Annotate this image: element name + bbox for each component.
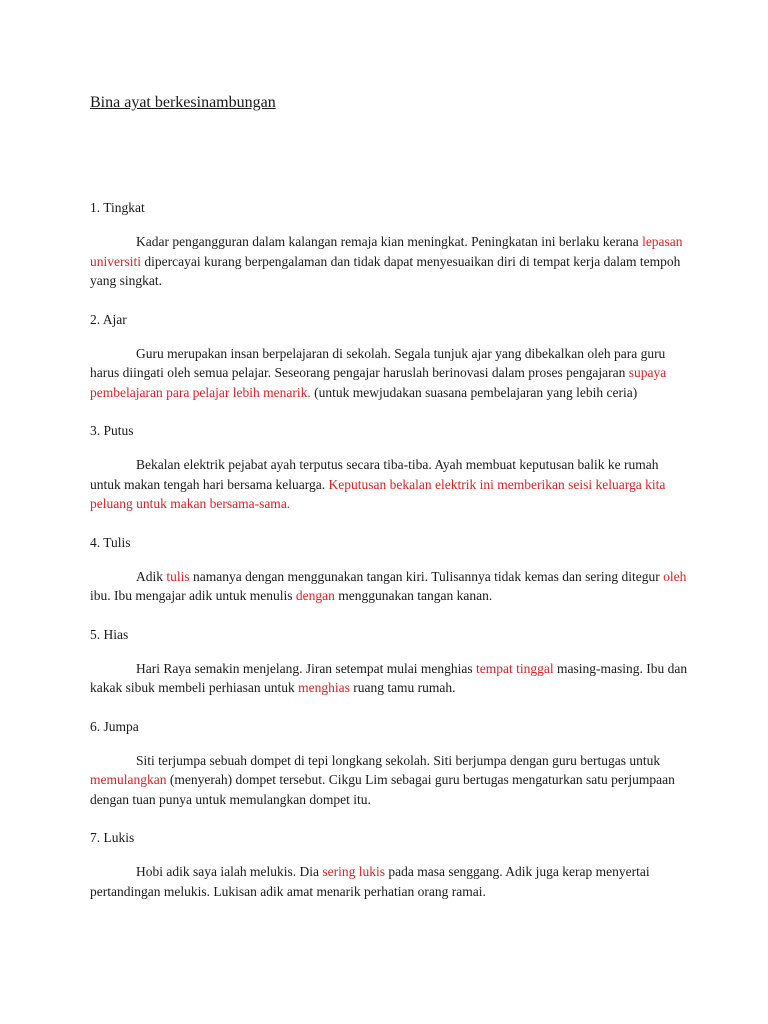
section-paragraph bbox=[90, 659, 690, 698]
section-6 bbox=[90, 717, 690, 810]
text-segment: dipercayai kurang berpengalaman dan tidak dapat menyesuaikan diri di tempat kerja dalam tempoh yang singkat. bbox=[90, 253, 681, 288]
text-segment: ibu. Ibu mengajar adik untuk menulis bbox=[90, 588, 296, 603]
text-segment: Adik bbox=[136, 568, 167, 584]
section-3 bbox=[90, 421, 690, 514]
section-paragraph bbox=[90, 455, 690, 514]
section-heading: 4. Tulis bbox=[90, 534, 131, 550]
section-paragraph bbox=[90, 344, 690, 403]
section-heading: 5. Hias bbox=[90, 626, 129, 642]
section-paragraph bbox=[90, 751, 690, 810]
text-segment: Kadar pengangguran dalam kalangan remaja kian meningkat. Peningkatan ini berlaku kerana bbox=[136, 234, 643, 249]
section-heading: 1. Tingkat bbox=[90, 200, 145, 215]
highlighted-phrase: lepasan universiti bbox=[90, 234, 683, 269]
section-paragraph bbox=[90, 232, 690, 291]
highlighted-phrase: tulis bbox=[166, 568, 190, 584]
section-4 bbox=[90, 533, 690, 606]
section-1 bbox=[90, 198, 690, 291]
sections-container bbox=[90, 198, 690, 920]
highlighted-phrase: oleh bbox=[663, 568, 687, 584]
highlighted-phrase: supaya pembelajaran para pelajar lebih menarik. bbox=[90, 365, 667, 400]
text-segment: masing-masing. Ibu dan kakak sibuk membeli perhiasan untuk bbox=[90, 660, 688, 695]
highlighted-phrase: sering lukis bbox=[322, 864, 385, 879]
section-paragraph bbox=[90, 567, 690, 606]
highlighted-phrase: Keputusan bekalan elektrik ini memberikan seisi keluarga kita peluang untuk makan bersama-sama. bbox=[90, 476, 666, 511]
text-segment: Guru merupakan insan berpelajaran di sekolah. Segala tunjuk ajar yang dibekalkan oleh para guru harus diingati oleh semua pelajar. Seseorang pengajar haruslah berinovasi dalam proses pengajaran bbox=[90, 345, 666, 380]
section-paragraph bbox=[90, 862, 690, 901]
text-segment: Bekalan elektrik pejabat ayah terputus secara tiba-tiba. Ayah membuat keputusan balik ke rumah untuk makan tengah hari bersama keluarga. bbox=[90, 457, 659, 492]
text-segment: Hobi adik saya ialah melukis. Dia bbox=[136, 864, 323, 879]
highlighted-phrase: memulangkan bbox=[90, 772, 167, 787]
section-heading: 6. Jumpa bbox=[90, 718, 139, 734]
highlighted-phrase: dengan bbox=[295, 588, 335, 603]
section-heading: 2. Ajar bbox=[90, 311, 127, 327]
section-heading: 7. Lukis bbox=[90, 830, 135, 845]
document-title: Bina ayat berkesinambungan bbox=[90, 94, 276, 111]
highlighted-phrase: menghias bbox=[298, 680, 350, 695]
text-segment: Siti terjumpa sebuah dompet di tepi longkang sekolah. Siti berjumpa dengan guru bertugas untuk bbox=[136, 752, 661, 768]
highlighted-phrase: tempat tinggal bbox=[476, 660, 554, 676]
text-segment: pada masa senggang. Adik juga kerap menyertai pertandingan melukis. Lukisan adik amat menarik perhatian orang ramai. bbox=[90, 864, 650, 899]
text-segment: (untuk mewjudakan suasana pembelajaran yang lebih ceria) bbox=[310, 384, 638, 400]
text-segment: ruang tamu rumah. bbox=[349, 680, 456, 695]
section-7 bbox=[90, 828, 690, 901]
text-segment: menggunakan tangan kanan. bbox=[334, 588, 493, 603]
section-5 bbox=[90, 625, 690, 698]
text-segment: (menyerah) dompet tersebut. Cikgu Lim sebagai guru bertugas mengaturkan satu perjumpaan dengan tuan punya untuk memulangkan dompet itu. bbox=[90, 772, 675, 807]
text-segment: namanya dengan menggunakan tangan kiri. Tulisannya tidak kemas dan sering ditegur bbox=[189, 568, 664, 584]
section-heading: 3. Putus bbox=[90, 423, 134, 438]
section-2 bbox=[90, 310, 690, 403]
text-segment: Hari Raya semakin menjelang. Jiran setempat mulai menghias bbox=[136, 660, 477, 676]
